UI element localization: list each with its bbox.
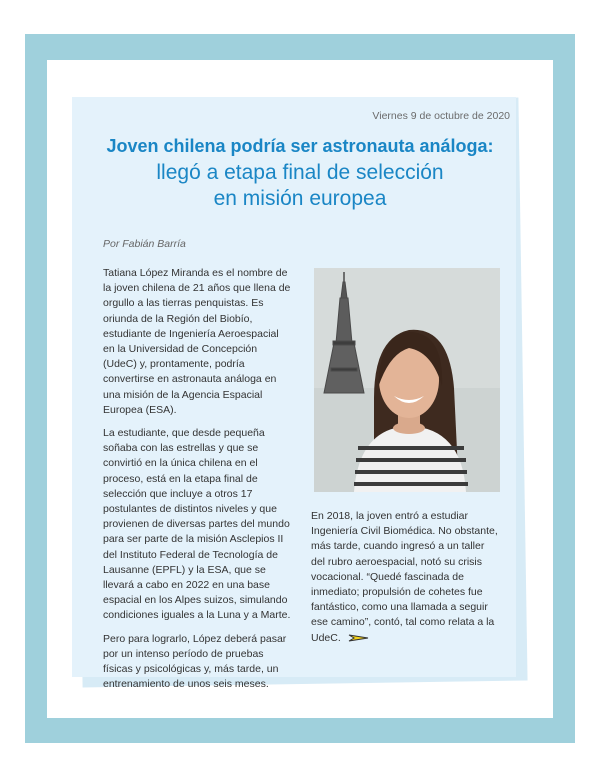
paragraph: Tatiana López Miranda es el nombre de la joven chilena de 21 años que llena de orgullo a las tierras penquistas. Es oriunda de la Región del Biobío, estudiante de Ingeniería Aeroespacial en la Universidad de Concepción (UdeC) y, prontamente, podría convertirse en astronauta análoga en una misión de la Agencia Espacial Europea (ESA).: [103, 267, 291, 416]
right-column: [311, 509, 501, 654]
paragraph-text: En 2018, la joven entró a estudiar Ingeniería Civil Biomédica. No obstante, más tarde, cuando ingresó a un taller del rubro aeroespacial, notó su crisis vocacional. “Quedé fascinada de inmediato; propulsión de cohetes fue fantástico, como una llamada a seguir ese camino”, contó, tal como relata a la UdeC.: [311, 510, 498, 644]
left-column: [103, 266, 293, 700]
paragraph: La estudiante, que desde pequeña soñaba con las estrellas y que se convirtió en la única chilena en el proceso, está en la etapa final de selección que incluye a otros 17 postulantes de distintos niveles y que provienen de diversas partes del mundo para ser parte de la misión Asclepios II del Instituto Federal de Tecnología de Lausanne (EPFL) y la ESA, que se llevará a cabo en 2022 en una base espacial en los Alpes suizos, simulando condiciones iguales a la Luna y a Marte.: [103, 427, 291, 622]
student-photo: [314, 268, 500, 492]
subheadline: [80, 160, 520, 212]
paragraph: [311, 509, 501, 646]
subheadline-line-1: llegó a etapa final de selección: [156, 161, 444, 184]
subheadline-line-2: en misión europea: [213, 187, 387, 210]
byline: Por Fabián Barría: [103, 238, 186, 250]
headline: Joven chilena podría ser astronauta análoga:: [106, 136, 494, 156]
portrait-illustration: [314, 268, 500, 492]
article-date: Viernes 9 de octubre de 2020: [372, 110, 510, 122]
paragraph: Pero para lograrlo, López deberá pasar por un intenso período de pruebas físicas y psicológicas y, más tarde, un entrenamiento de unos seis meses.: [103, 632, 287, 691]
arrow-icon: [348, 633, 370, 643]
